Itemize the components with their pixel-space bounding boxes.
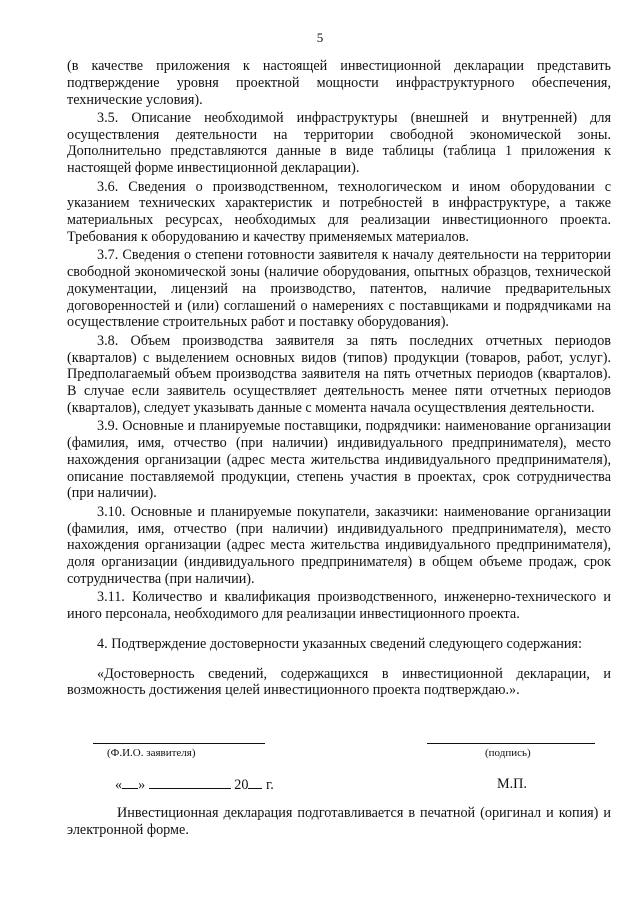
date-quote-open: «: [115, 777, 123, 793]
signature-line: [427, 743, 595, 744]
stamp-place: М.П.: [497, 776, 527, 792]
month-blank: [149, 776, 231, 789]
signature-block: [67, 743, 611, 803]
paragraph-3-8: 3.8. Объем производства заявителя за пять последних отчетных периодов (кварталов) с выделением основных видов (типов) продукции (товаров, работ, услуг). Предполагаемый объем производства заявителя на пять отчетных периодов (кварталов). В случае если заявитель осуществляет деятельность менее пяти отчетных периодов (кварталов), следует указывать данные с момента начала осуществления деятельности.: [67, 332, 611, 416]
sign-caption: (подпись): [485, 747, 531, 759]
final-paragraph: Инвестиционная декларация подготавливается в печатной (оригинал и копия) и электронной форме.: [67, 805, 611, 838]
confirmation-statement: «Достоверность сведений, содержащихся в инвестиционной декларации, и возможность достижения целей инвестиционного проекта подтверждаю.».: [67, 665, 611, 699]
paragraph-4: 4. Подтверждение достоверности указанных сведений следующего содержания:: [97, 635, 582, 652]
year-suffix: г.: [266, 777, 274, 793]
document-body: [67, 58, 611, 701]
page-number: 5: [316, 30, 324, 45]
paragraph-3-10: 3.10. Основные и планируемые покупатели, заказчики: наименование организации (фамилия, имя, отчество (при наличии) индивидуального предпринимателя), место нахождения организации (адрес места жительства индивидуального предпринимателя), доля организации (индивидуального предпринимателя) в общем объеме продаж, срок сотрудничества (при наличии).: [67, 503, 611, 587]
date-quote-close: »: [138, 777, 146, 793]
day-blank: [122, 776, 138, 789]
paragraph-3-11: 3.11. Количество и квалификация производственного, инженерно-технического и иного персонала, необходимого для реализации инвестиционного проекта.: [67, 589, 611, 622]
paragraph-3-4-continuation: (в качестве приложения к настоящей инвестиционной декларации представить подтверждение уровня проектной мощности инфраструктурного обеспечения, технические условия).: [67, 58, 611, 108]
paragraph-3-5: 3.5. Описание необходимой инфраструктуры (внешней и внутренней) для осуществления деятельности на территории свободной экономической зоны. Дополнительно представляются данные в виде таблицы (таблица 1 приложения к настоящей форме инвестиционной декларации).: [67, 109, 611, 177]
paragraph-3-6: 3.6. Сведения о производственном, технологическом и ином оборудовании с указанием технических характеристик и потребностей в инфраструктуре, а также материальных ресурсах, необходимых для реализации инвестиционного проекта. Требования к оборудованию и качеству применяемых материалов.: [67, 178, 611, 245]
paragraph-3-9: 3.9. Основные и планируемые поставщики, подрядчики: наименование организации (фамилия, имя, отчество (при наличии) индивидуального предпринимателя), место нахождения организации (адрес места жительства индивидуального предпринимателя), описание поставляемой продукции, степень участия в проектах, срок сотрудничества (при наличии).: [67, 418, 611, 502]
name-caption: (Ф.И.О. заявителя): [107, 747, 196, 759]
name-signature-line: [93, 743, 265, 744]
final-note: [67, 805, 611, 841]
year-prefix: 20: [234, 777, 249, 793]
date-line: [115, 776, 274, 794]
year-blank: [248, 776, 262, 789]
paragraph-3-7: 3.7. Сведения о степени готовности заявителя к началу деятельности на территории свободной экономической зоны (наличие оборудования, опытных образцов, технической документации, лицензий на производство, патентов, наличие предварительных договоренностей и (или) соглашений о намерениях с поставщиками и подрядчиками на осуществление строительных работ и поставку оборудования).: [67, 247, 611, 331]
